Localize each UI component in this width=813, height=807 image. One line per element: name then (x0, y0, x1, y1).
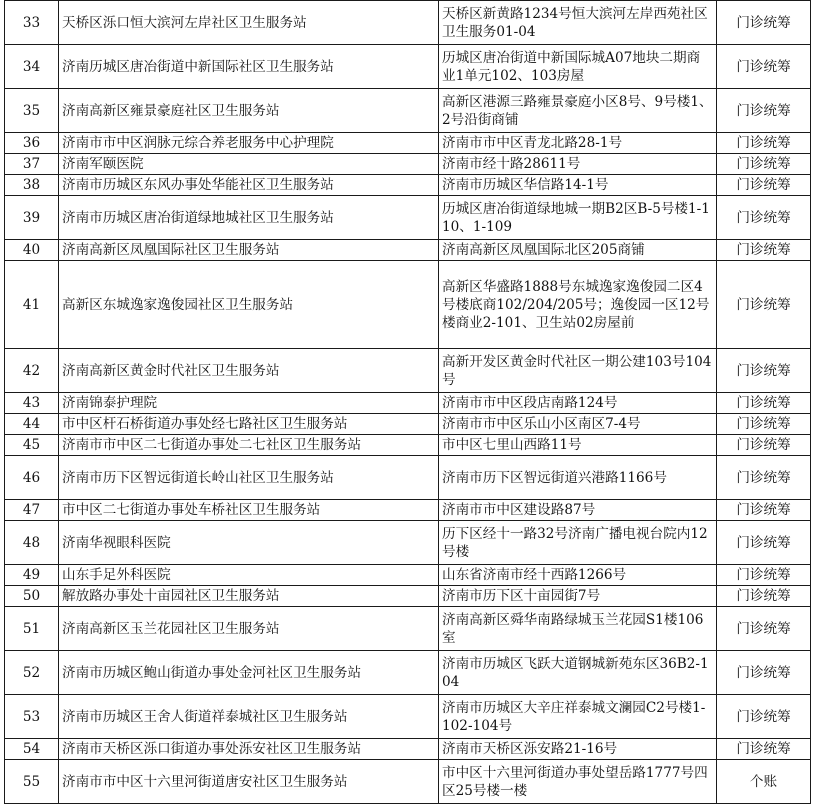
facility-name-cell: 解放路办事处十亩园社区卫生服务站 (59, 586, 439, 607)
table-row (5, 349, 811, 393)
table-row (5, 607, 811, 651)
row-number-cell: 40 (5, 240, 59, 261)
row-number-cell: 41 (5, 261, 59, 349)
facility-name-cell: 高新区东城逸家逸俊园社区卫生服务站 (59, 261, 439, 349)
table-row (5, 500, 811, 521)
table-row (5, 695, 811, 739)
facility-address-cell: 历下区经十一路32号济南广播电视台院内12号楼 (439, 521, 717, 565)
row-number-cell: 55 (5, 760, 59, 804)
facility-name-cell: 济南市市中区十六里河街道唐安社区卫生服务站 (59, 760, 439, 804)
table-row (5, 1, 811, 45)
facility-name-cell: 山东手足外科医院 (59, 565, 439, 586)
facility-name-cell: 济南军颐医院 (59, 154, 439, 175)
facility-address-cell: 历城区唐冶街道绿地城一期B2区B-5号楼1-110、1-109 (439, 196, 717, 240)
row-number-cell: 51 (5, 607, 59, 651)
table-row (5, 760, 811, 804)
table-row (5, 45, 811, 89)
coverage-type-cell: 门诊统筹 (717, 586, 811, 607)
facility-address-cell: 高新区华盛路1888号东城逸家逸俊园二区4号楼底商102/204/205号；逸俊园一区12号楼商业2-101、卫生站02房屋前 (439, 261, 717, 349)
facility-name-cell: 市中区杆石桥街道办事处经七路社区卫生服务站 (59, 414, 439, 435)
facility-name-cell: 济南市历下区智远街道长岭山社区卫生服务站 (59, 456, 439, 500)
coverage-type-cell: 门诊统筹 (717, 196, 811, 240)
coverage-type-cell: 个账 (717, 760, 811, 804)
facility-address-cell: 济南市历城区大辛庄祥泰城文澜园C2号楼1-102-104号 (439, 695, 717, 739)
coverage-type-cell: 门诊统筹 (717, 565, 811, 586)
facility-name-cell: 济南市历城区唐冶街道绿地城社区卫生服务站 (59, 196, 439, 240)
row-number-cell: 42 (5, 349, 59, 393)
table-row (5, 175, 811, 196)
row-number-cell: 44 (5, 414, 59, 435)
table-row (5, 154, 811, 175)
facility-address-cell: 天桥区新黄路1234号恒大滨河左岸西苑社区卫生服务01-04 (439, 1, 717, 45)
table-row (5, 521, 811, 565)
coverage-type-cell: 门诊统筹 (717, 651, 811, 695)
facility-address-cell: 济南市市中区段店南路124号 (439, 393, 717, 414)
facility-name-cell: 济南市历城区王舍人街道祥泰城社区卫生服务站 (59, 695, 439, 739)
facility-address-cell: 济南市历城区飞跃大道钢城新苑东区36B2-104 (439, 651, 717, 695)
table-row (5, 456, 811, 500)
row-number-cell: 47 (5, 500, 59, 521)
facility-name-cell: 济南市历城区鲍山街道办事处金河社区卫生服务站 (59, 651, 439, 695)
row-number-cell: 54 (5, 739, 59, 760)
coverage-type-cell: 门诊统筹 (717, 261, 811, 349)
coverage-type-cell: 门诊统筹 (717, 240, 811, 261)
row-number-cell: 38 (5, 175, 59, 196)
facility-name-cell: 市中区二七街道办事处车桥社区卫生服务站 (59, 500, 439, 521)
coverage-type-cell: 门诊统筹 (717, 45, 811, 89)
facility-address-cell: 济南市市中区青龙北路28-1号 (439, 133, 717, 154)
facility-name-cell: 天桥区泺口恒大滨河左岸社区卫生服务站 (59, 1, 439, 45)
facility-address-cell: 市中区十六里河街道办事处望岳路1777号四区25号楼一楼 (439, 760, 717, 804)
row-number-cell: 35 (5, 89, 59, 133)
coverage-type-cell: 门诊统筹 (717, 739, 811, 760)
facility-name-cell: 济南锦泰护理院 (59, 393, 439, 414)
facility-name-cell: 济南华视眼科医院 (59, 521, 439, 565)
facility-address-cell: 济南市市中区建设路87号 (439, 500, 717, 521)
facility-address-cell: 济南市经十路28611号 (439, 154, 717, 175)
row-number-cell: 53 (5, 695, 59, 739)
facility-address-cell: 济南市历下区十亩园街7号 (439, 586, 717, 607)
facility-table (4, 0, 811, 804)
coverage-type-cell: 门诊统筹 (717, 393, 811, 414)
facility-name-cell: 济南历城区唐冶街道中新国际社区卫生服务站 (59, 45, 439, 89)
table-row (5, 261, 811, 349)
coverage-type-cell: 门诊统筹 (717, 456, 811, 500)
facility-name-cell: 济南高新区黄金时代社区卫生服务站 (59, 349, 439, 393)
coverage-type-cell: 门诊统筹 (717, 500, 811, 521)
row-number-cell: 33 (5, 1, 59, 45)
coverage-type-cell: 门诊统筹 (717, 349, 811, 393)
facility-name-cell: 济南市市中区润脉元综合养老服务中心护理院 (59, 133, 439, 154)
table-body (5, 1, 811, 804)
coverage-type-cell: 门诊统筹 (717, 435, 811, 456)
coverage-type-cell: 门诊统筹 (717, 607, 811, 651)
row-number-cell: 45 (5, 435, 59, 456)
row-number-cell: 43 (5, 393, 59, 414)
table-row (5, 651, 811, 695)
table-row (5, 240, 811, 261)
row-number-cell: 50 (5, 586, 59, 607)
table-row (5, 565, 811, 586)
coverage-type-cell: 门诊统筹 (717, 414, 811, 435)
coverage-type-cell: 门诊统筹 (717, 1, 811, 45)
row-number-cell: 37 (5, 154, 59, 175)
row-number-cell: 49 (5, 565, 59, 586)
facility-name-cell: 济南高新区玉兰花园社区卫生服务站 (59, 607, 439, 651)
facility-address-cell: 济南高新区凤凰国际北区205商铺 (439, 240, 717, 261)
coverage-type-cell: 门诊统筹 (717, 521, 811, 565)
facility-address-cell: 历城区唐冶街道中新国际城A07地块二期商业1单元102、103房屋 (439, 45, 717, 89)
facility-name-cell: 济南高新区凤凰国际社区卫生服务站 (59, 240, 439, 261)
coverage-type-cell: 门诊统筹 (717, 133, 811, 154)
facility-address-cell: 济南市历城区华信路14-1号 (439, 175, 717, 196)
facility-address-cell: 市中区七里山西路11号 (439, 435, 717, 456)
coverage-type-cell: 门诊统筹 (717, 695, 811, 739)
coverage-type-cell: 门诊统筹 (717, 154, 811, 175)
coverage-type-cell: 门诊统筹 (717, 175, 811, 196)
table-row (5, 739, 811, 760)
row-number-cell: 39 (5, 196, 59, 240)
table-row (5, 586, 811, 607)
table-row (5, 414, 811, 435)
table-row (5, 435, 811, 456)
facility-address-cell: 济南市天桥区泺安路21-16号 (439, 739, 717, 760)
facility-address-cell: 济南市市中区乐山小区南区7-4号 (439, 414, 717, 435)
facility-address-cell: 山东省济南市经十西路1266号 (439, 565, 717, 586)
table-row (5, 196, 811, 240)
table-row (5, 89, 811, 133)
facility-address-cell: 高新区港源三路雍景豪庭小区8号、9号楼1、2号沿街商铺 (439, 89, 717, 133)
row-number-cell: 48 (5, 521, 59, 565)
facility-name-cell: 济南高新区雍景豪庭社区卫生服务站 (59, 89, 439, 133)
facility-name-cell: 济南市历城区东风办事处华能社区卫生服务站 (59, 175, 439, 196)
facility-address-cell: 济南高新区舜华南路绿城玉兰花园S1楼106室 (439, 607, 717, 651)
facility-address-cell: 高新开发区黄金时代社区一期公建103号104号 (439, 349, 717, 393)
row-number-cell: 36 (5, 133, 59, 154)
table-row (5, 133, 811, 154)
row-number-cell: 52 (5, 651, 59, 695)
facility-name-cell: 济南市天桥区泺口街道办事处泺安社区卫生服务站 (59, 739, 439, 760)
coverage-type-cell: 门诊统筹 (717, 89, 811, 133)
facility-name-cell: 济南市市中区二七街道办事处二七社区卫生服务站 (59, 435, 439, 456)
facility-address-cell: 济南市历下区智远街道兴港路1166号 (439, 456, 717, 500)
row-number-cell: 34 (5, 45, 59, 89)
row-number-cell: 46 (5, 456, 59, 500)
table-row (5, 393, 811, 414)
